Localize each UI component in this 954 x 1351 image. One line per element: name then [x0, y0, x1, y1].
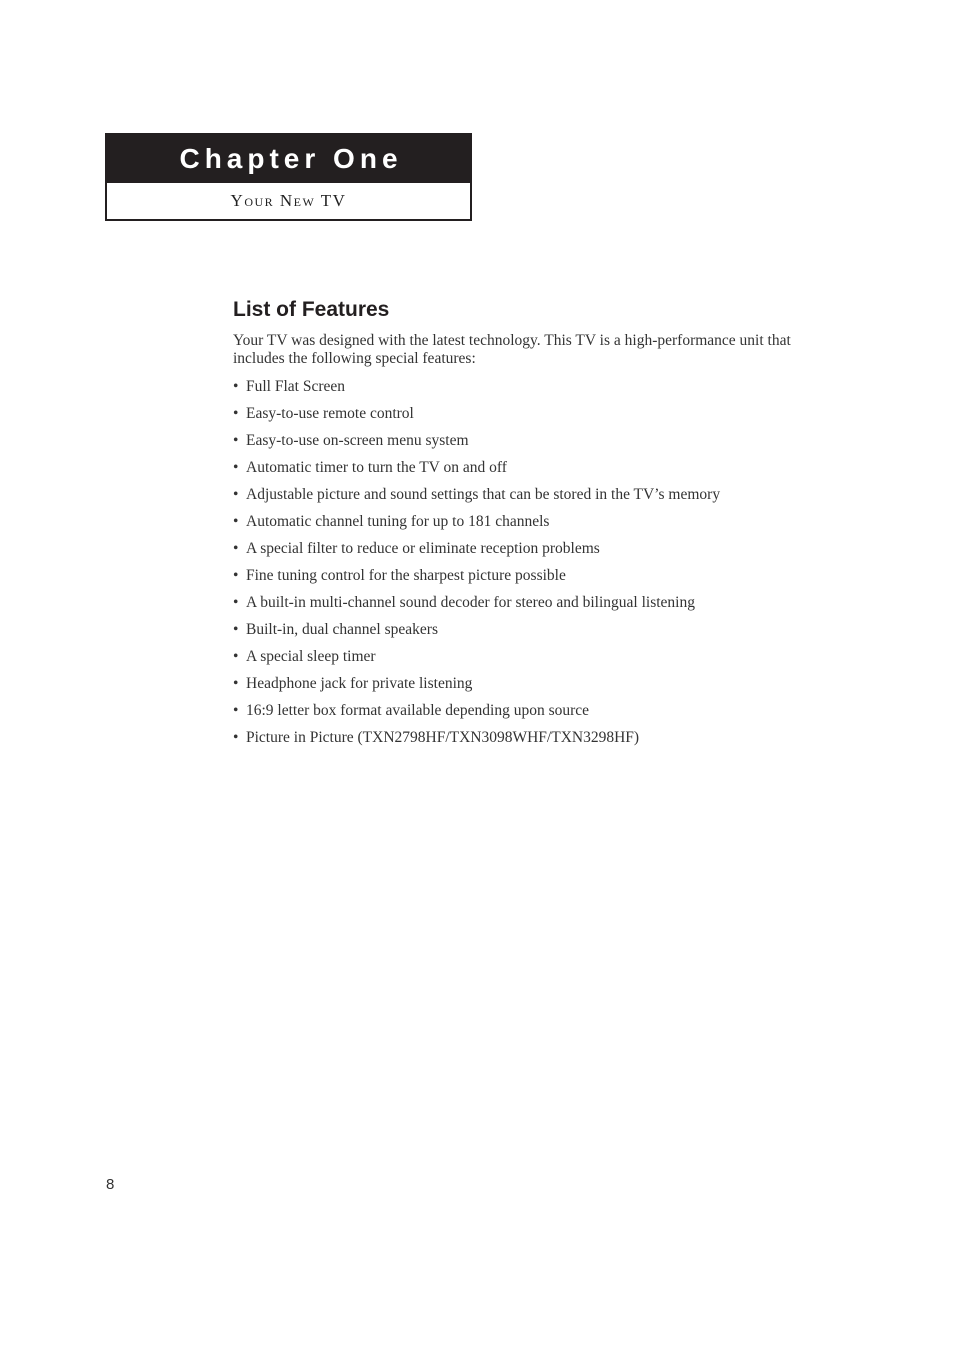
bullet: • [233, 567, 239, 584]
list-item [233, 378, 823, 405]
bullet: • [233, 702, 239, 719]
feature-list [233, 378, 823, 756]
feature-text: Headphone jack for private listening [246, 675, 473, 692]
bullet: • [233, 459, 239, 476]
bullet: • [233, 675, 239, 692]
chapter-header [105, 133, 472, 221]
list-item [233, 702, 823, 729]
feature-text: 16:9 letter box format available depending upon source [246, 702, 590, 719]
bullet: • [233, 648, 239, 665]
bullet: • [233, 594, 239, 611]
features-section [233, 296, 823, 756]
chapter-title-bar [107, 135, 470, 183]
list-item [233, 621, 823, 648]
section-heading: List of Features [233, 298, 390, 321]
bullet: • [233, 405, 239, 422]
chapter-subtitle: Your New TV [230, 191, 347, 210]
list-item [233, 432, 823, 459]
bullet: • [233, 540, 239, 557]
list-item [233, 486, 823, 513]
bullet: • [233, 513, 239, 530]
page-number: 8 [106, 1176, 115, 1193]
feature-text: A built-in multi-channel sound decoder for stereo and bilingual listening [246, 594, 695, 611]
feature-text: Fine tuning control for the sharpest picture possible [246, 567, 566, 584]
list-item [233, 729, 823, 756]
feature-text: Full Flat Screen [246, 378, 346, 395]
bullet: • [233, 621, 239, 638]
intro-paragraph: Your TV was designed with the latest technology. This TV is a high-performance unit that includes the following special features: [233, 332, 791, 367]
list-item [233, 675, 823, 702]
chapter-subtitle-bar [107, 183, 470, 219]
feature-text: Adjustable picture and sound settings that can be stored in the TV’s memory [246, 486, 721, 503]
list-item [233, 540, 823, 567]
bullet: • [233, 378, 239, 395]
list-item [233, 594, 823, 621]
list-item [233, 405, 823, 432]
list-item [233, 567, 823, 594]
feature-text: Easy-to-use on-screen menu system [246, 432, 469, 449]
feature-text: Picture in Picture (TXN2798HF/TXN3098WHF/TXN3298HF) [246, 729, 640, 746]
feature-text: Automatic channel tuning for up to 181 channels [246, 513, 550, 530]
list-item [233, 513, 823, 540]
feature-text: Automatic timer to turn the TV on and off [246, 459, 507, 476]
chapter-title: Chapter One [179, 143, 403, 174]
bullet: • [233, 486, 239, 503]
feature-text: Built-in, dual channel speakers [246, 621, 438, 638]
feature-text: Easy-to-use remote control [246, 405, 414, 422]
list-item [233, 459, 823, 486]
list-item [233, 648, 823, 675]
feature-text: A special filter to reduce or eliminate reception problems [246, 540, 600, 557]
bullet: • [233, 432, 239, 449]
bullet: • [233, 729, 239, 746]
feature-text: A special sleep timer [246, 648, 376, 665]
